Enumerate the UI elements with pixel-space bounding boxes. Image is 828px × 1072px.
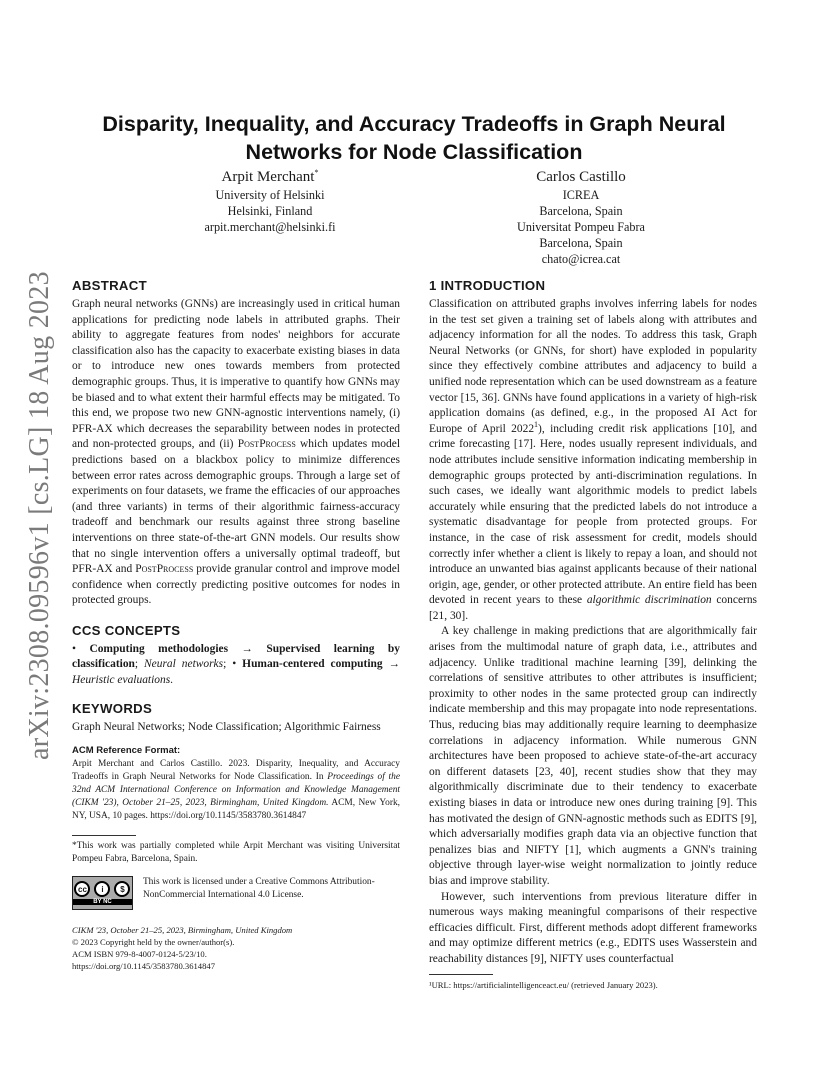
- url-footnote: ¹URL: https://artificialintelligenceact.eu/ (retrieved January 2023).: [429, 979, 658, 990]
- ccs-heading: CCS CONCEPTS: [72, 622, 181, 638]
- acm-reference-text: Arpit Merchant and Carlos Castillo. 2023. Disparity, Inequality, and Accuracy Tradeoffs in Graph Neural Networks for Node Classification. In Proceedings of the 32nd ACM International Conference on Information and Knowledge Management (CIKM '23), October 21–25, 2023, Birmingham, United Kingdom. ACM, New York, NY, USA, 10 pages. https://doi.org/10.1145/3583780.3614847: [72, 759, 400, 822]
- creative-commons-badge: [72, 876, 133, 910]
- venue-line: CIKM '23, October 21–25, 2023, Birmingham, United Kingdom: [72, 925, 293, 936]
- cc-labels: BY NC: [73, 899, 132, 905]
- author-name: Arpit Merchant*: [221, 168, 319, 185]
- ccs-text: • Computing methodologies → Supervised learning by classification; Neural networks; • Human-centered computing → Heuristic evaluations.: [72, 642, 401, 687]
- author-castillo: [481, 168, 681, 267]
- author-location: Barcelona, Spain: [539, 204, 623, 218]
- left-column: [72, 278, 400, 972]
- title-line-1: Disparity, Inequality, and Accuracy Tradeoffs in Graph Neural: [102, 112, 726, 136]
- license-block: [72, 876, 400, 910]
- author-name: Carlos Castillo: [536, 169, 626, 185]
- intro-paragraph-3: However, such interventions from previous literature differ in numerous ways making meaningful comparisons of their respective efficacies difficult. First, different methods adopt different frameworks and may optimize different metrics (e.g., EDITS uses Wasserstein and reachability distances [9], NIFTY uses counterfactual: [429, 890, 757, 965]
- author-email: arpit.merchant@helsinki.fi: [204, 220, 336, 234]
- keywords-text: Graph Neural Networks; Node Classification; Algorithmic Fairness: [72, 720, 381, 733]
- acm-reference-heading: ACM Reference Format:: [72, 745, 181, 757]
- introduction-heading: 1 INTRODUCTION: [429, 278, 546, 293]
- no-dollar-icon: $: [114, 881, 130, 897]
- footnote-rule: [72, 835, 136, 836]
- author-affiliation: University of Helsinki: [215, 188, 325, 202]
- author-location: Barcelona, Spain: [539, 236, 623, 250]
- author-affiliation: Universitat Pompeu Fabra: [517, 220, 645, 234]
- author-email: chato@icrea.cat: [541, 252, 621, 266]
- author-location: Helsinki, Finland: [227, 204, 313, 218]
- intro-paragraph-1: Classification on attributed graphs involves inferring labels for nodes in the test set given a training set of labels along with attributes and adjacency information for all the nodes. To address this task, Graph Neural Networks (or GNNs, for short) have exploded in popularity since they effectively combine attributes and adjacency to build a unified node representation which can be used downstream as a feature vector [15, 36]. GNNs have found applications in a variety of high-risk application domains (as defined, e.g., in the proposed AI Act for Europe of April 2022$^1$), including credit risk applications [10], and crime forecasting [17]. Here, nodes usually represent individuals, and node attributes include sensitive information indicating membership in demographic groups protected by anti-discrimination regulations. In such cases, we ideally want algorithmic models to predict labels accurately while ensuring that the predicted labels do not introduce a systematic disadvantage for people from protected groups. For instance, in the case of risk assessment for credit, models should correctly infer whether a client is likely to repay a loan, and should not introduce an unwanted bias against applicants because of their national origin, age, gender, or other protected attribute. An entire field has been devoted in recent years to these algorithmic discrimination concerns [21, 30].: [429, 298, 757, 622]
- arxiv-identifier: arXiv:2308.09596v1 [cs.LG] 18 Aug 2023: [24, 271, 55, 760]
- doi-line: https://doi.org/10.1145/3583780.3614847: [72, 961, 215, 972]
- author-affiliation: ICREA: [562, 188, 600, 202]
- license-text: This work is licensed under a Creative Commons Attribution-NonCommercial International 4.0 License.: [142, 877, 375, 900]
- intro-paragraph-2: A key challenge in making predictions that are algorithmically fair arises from the multimodal nature of graph data, i.e., attributes and adjacency. Unlike traditional machine learning [39], delinking the correlations of sensitive attributes to other attributes is insufficient; proximity to other nodes in the same protected group can indirectly indicate membership and this may propagate into node representations. Thus, reducing bias may additionally require learning to deemphasize correlations in adjacency information. While numerous GNN architectures have been proposed to achieve state-of-the-art accuracy on different datasets [23, 40], recent studies show that they may algorithmically discriminate due to their tendency to exacerbate existing biases in data or introduce new ones during training [9]. This has motivated the design of GNN-agnostic methods such as EDITS [9], which adversarially modifies graph data via an objective function that penalizes bias and NIFTY [1], which augments a GNN's training objective through layer-wise weight normalization to jointly reduce bias and improve stability.: [429, 625, 757, 887]
- author-footnote: *This work was partially completed while Arpit Merchant was visiting Universitat Pompeu Fabra, Barcelona, Spain.: [72, 841, 400, 865]
- publication-info: [72, 924, 400, 972]
- keywords-heading: KEYWORDS: [72, 700, 153, 716]
- footnote-rule: [429, 974, 493, 975]
- copyright-line: © 2023 Copyright held by the owner/author(s).: [72, 937, 235, 948]
- paper-title: [72, 110, 756, 166]
- isbn-line: ACM ISBN 979-8-4007-0124-5/23/10.: [72, 949, 207, 960]
- author-merchant: [170, 168, 370, 235]
- right-column: [429, 278, 757, 992]
- abstract-heading: ABSTRACT: [72, 278, 147, 293]
- abstract-text: Graph neural networks (GNNs) are increasingly used in critical human applications for predicting node labels in attributed graphs. Their ability to aggregate features from nodes' neighbors for accurate classification also has the capacity to exacerbate existing biases in data or to introduce new ones towards members from protected demographic groups. Thus, it is imperative to quantify how GNNs may be biased and to what extent their harmful effects may be mitigated. To this end, we propose two new GNN-agnostic interventions namely, (i) PFR-AX which decreases the separability between nodes in protected and non-protected groups, and (ii) PostProcess which updates model predictions based on a blackbox policy to minimize differences between error rates across demographic groups. Through a large set of experiments on four datasets, we frame the efficacies of our approaches (and three variants) in terms of their algorithmic fairness-accuracy tradeoff and benchmark our results against three strong baseline interventions on three state-of-the-art GNN models. Our results show that no single intervention offers a universally optimal tradeoff, but PFR-AX and PostProcess provide granular control and improve model confidence when correctly predicting positive outcomes for nodes in protected groups.: [72, 298, 400, 607]
- cc-icon: cc: [74, 881, 90, 897]
- title-line-2: Networks for Node Classification: [245, 140, 583, 164]
- person-icon: i: [94, 881, 110, 897]
